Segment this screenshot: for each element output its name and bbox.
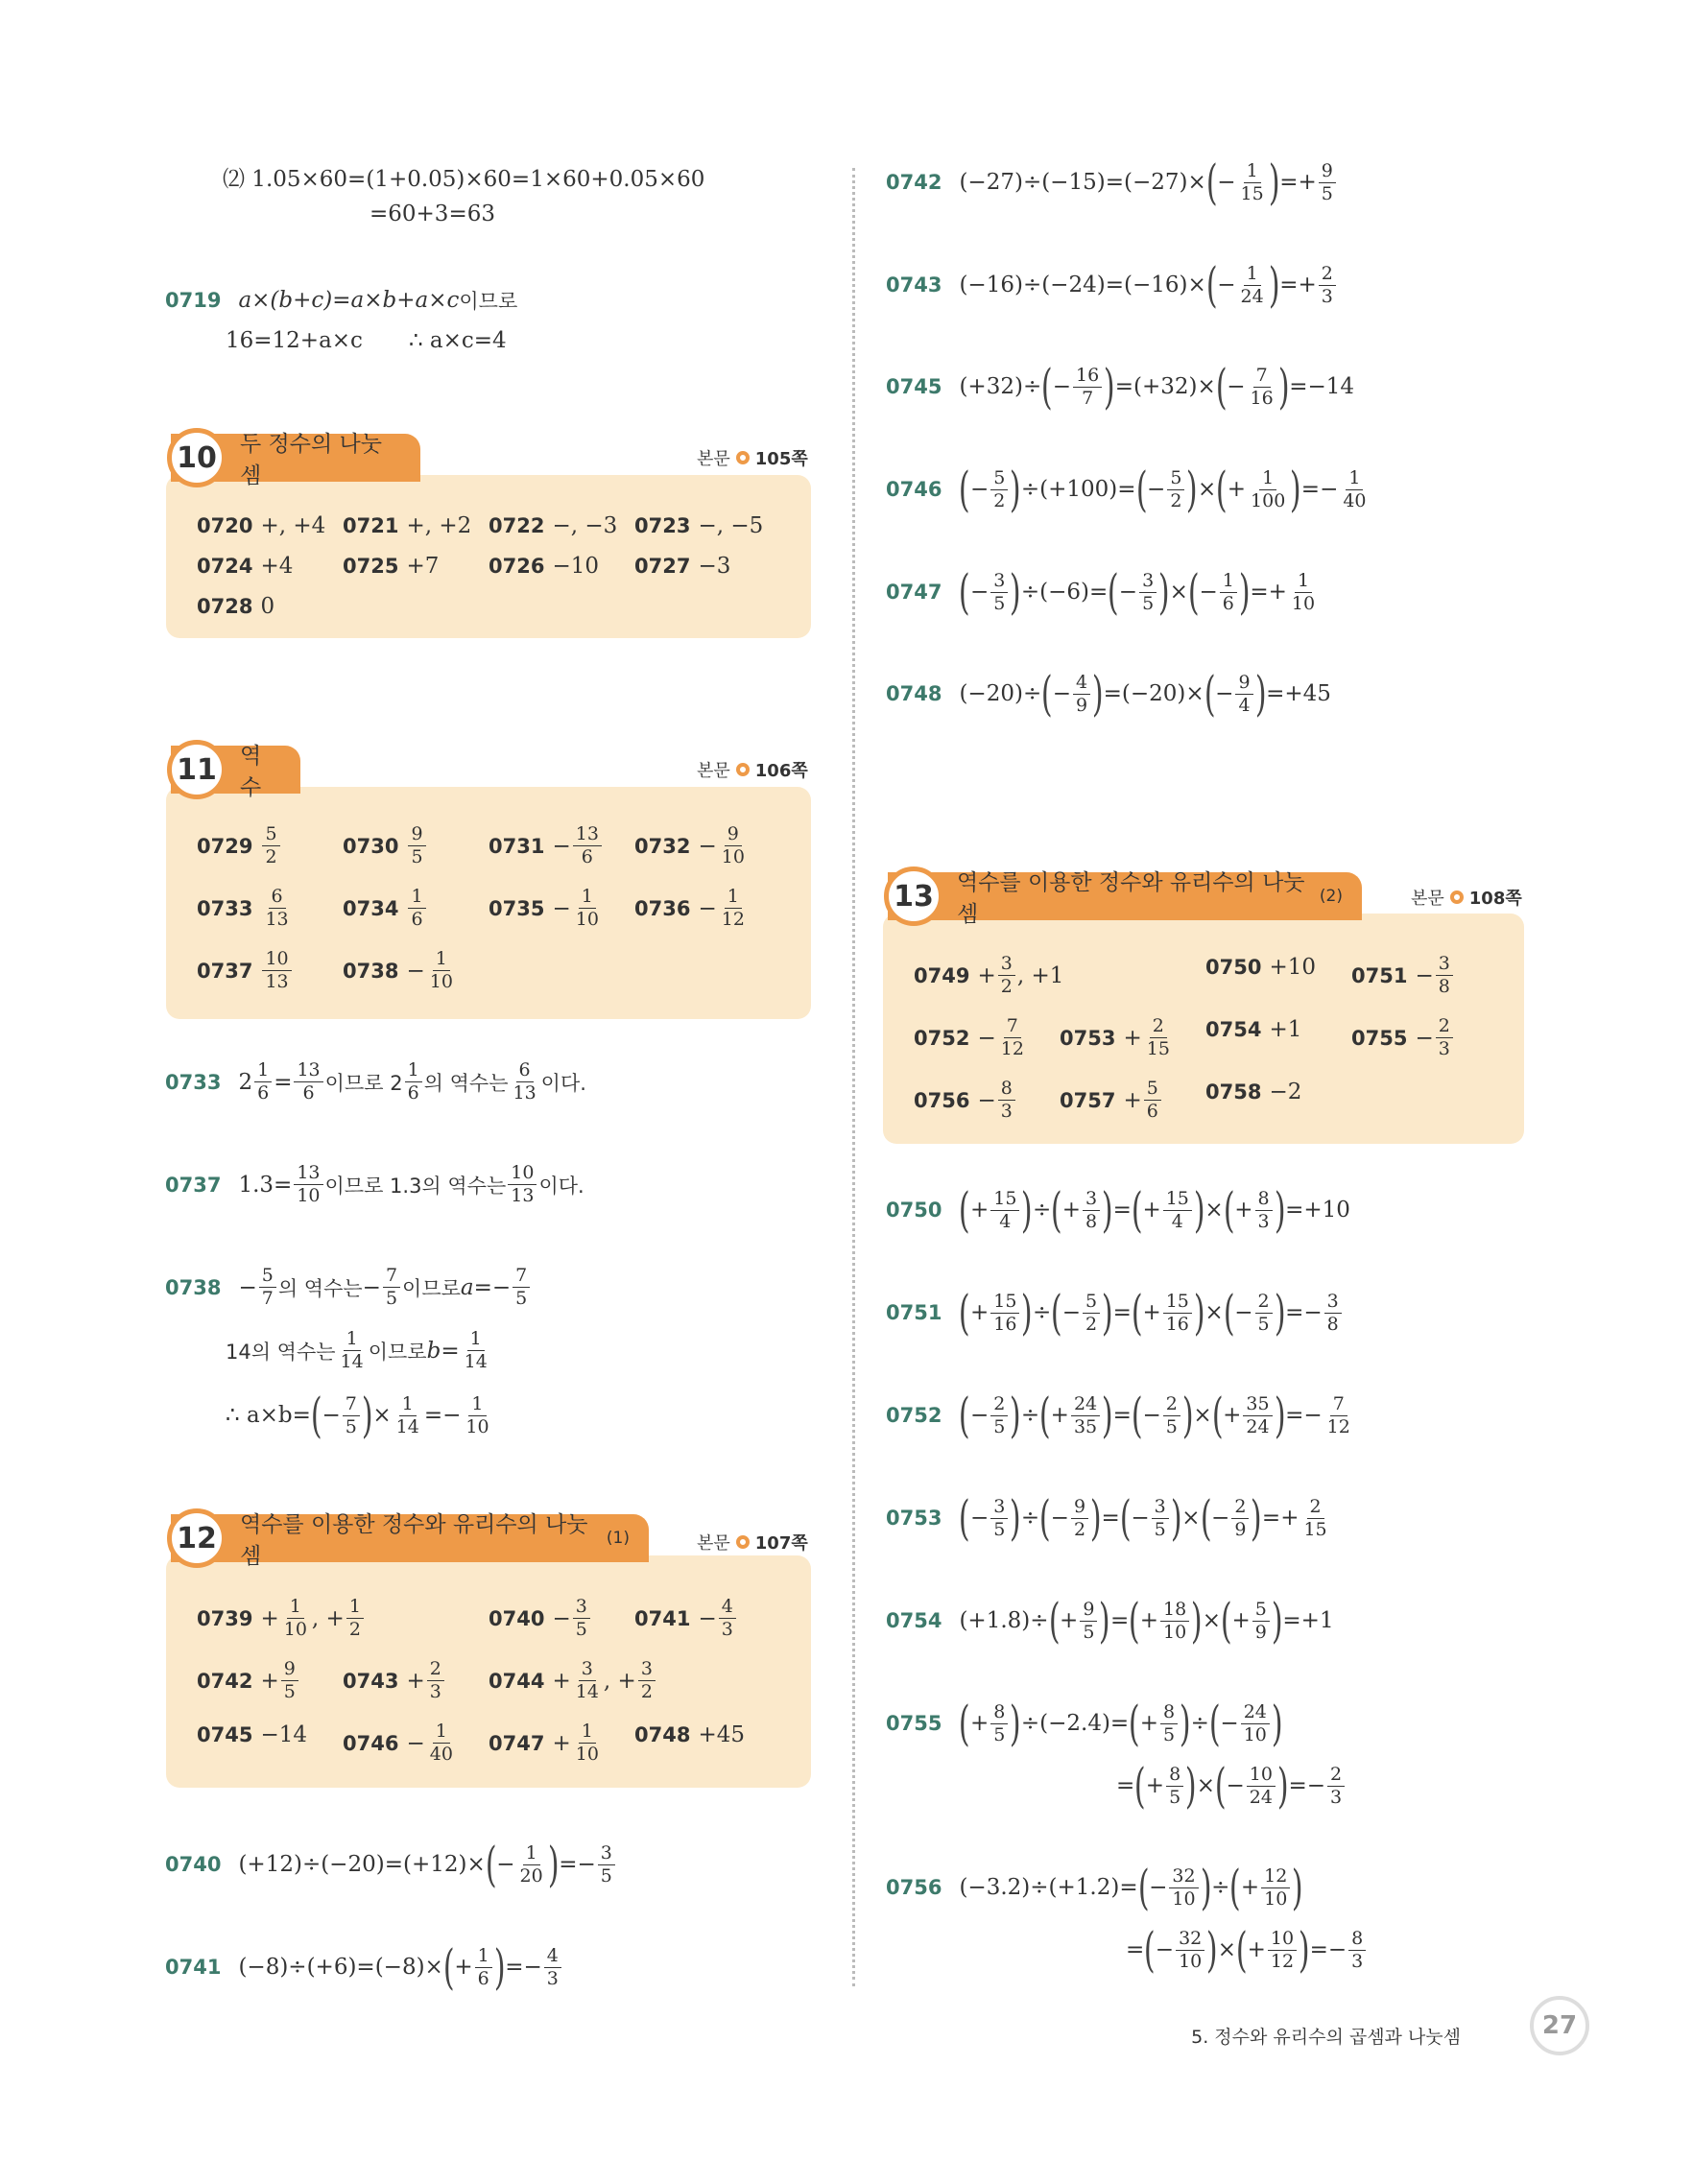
- answer-item: 0753 + $\frac{2}{15}$: [1060, 1015, 1170, 1059]
- fraction: [719, 888, 748, 929]
- badge-text: 10: [177, 440, 217, 475]
- answer-id: 0729: [197, 834, 253, 858]
- answer-item: [634, 554, 730, 579]
- answer-id: 0720: [197, 514, 253, 537]
- section-badge-11: [167, 740, 227, 799]
- fraction: [573, 825, 602, 866]
- answer-id: 0735: [489, 896, 545, 920]
- answer-item: [197, 594, 274, 619]
- answer-id: 0734: [343, 896, 399, 920]
- answer-item: [343, 888, 428, 929]
- solution-line: [226, 328, 507, 353]
- math-text: =: [274, 1069, 293, 1095]
- answer-item: 0744 + $\frac{3}{14}$ , + $\frac{3}{2}$: [489, 1660, 657, 1701]
- answer-item: [197, 950, 294, 991]
- answer-value: −3: [698, 554, 731, 579]
- answer-id: 0721: [343, 514, 399, 537]
- answer-item: 0741 − $\frac{4}{3}$: [634, 1598, 738, 1639]
- answer-id: 0746: [343, 1731, 399, 1755]
- sign: −: [552, 895, 571, 921]
- badge-text: 12: [177, 1521, 217, 1555]
- fraction: [719, 825, 748, 866]
- section-subtitle: (1): [606, 1529, 630, 1548]
- answer-item: 0740 − $\frac{3}{5}$: [489, 1598, 592, 1639]
- solution-0733: 0733 2 $\frac{1}{6}$ = $\frac{13}{6}$ 이므로 2 $\frac{1}{6}$ 의 역수는 $\frac{6}{13}$ 이다.: [165, 1059, 586, 1104]
- answer-item: [634, 513, 763, 538]
- korean-text: 이므로: [459, 290, 518, 313]
- answer-item: [343, 513, 471, 538]
- korean-text: 이므로 1.3의 역수는: [324, 1174, 507, 1198]
- ref-label: 본문: [697, 761, 730, 781]
- math-text: a×(b+c)=a×b+a×c: [238, 288, 460, 313]
- textbook-reference: [697, 445, 808, 470]
- answer-item: [197, 888, 294, 929]
- answer-id: 0749: [914, 963, 970, 987]
- numerator: 1: [408, 888, 425, 909]
- answer-id: 0738: [343, 959, 399, 983]
- answer-item: [489, 825, 604, 866]
- korean-text: 이다.: [540, 1071, 586, 1095]
- solution-0719: [165, 286, 517, 315]
- answer-value: −, −3: [552, 513, 618, 538]
- solution-0752: 0752 ( − $\frac{2}{5}$ ) ÷ ( + $\frac{24}{35}$ ) = ( − $\frac{2}{5}$ ) × ( + $\frac{35}{24}$ ) =− $\frac{7}{12}$: [886, 1388, 1350, 1443]
- badge-text: 13: [894, 879, 934, 914]
- numerator: 13: [573, 825, 602, 846]
- answer-value: −14: [260, 1722, 307, 1747]
- answer-id: 0736: [634, 896, 691, 920]
- korean-text: 의 역수는: [277, 1276, 363, 1300]
- solution-0751: 0751 ( + $\frac{15}{16}$ ) ÷ ( − $\frac{5}{2}$ ) = ( + $\frac{15}{16}$ ) × ( − $\frac{2}{5}$ ) =− $\frac{3}{8}$: [886, 1289, 1344, 1337]
- solution-0740: 0740 (+12)÷(−20)=(+12)× ( − $\frac{1}{20}$ ) =− $\frac{3}{5}$: [165, 1840, 617, 1888]
- answer-id: 0742: [197, 1669, 253, 1693]
- answer-id: 0723: [634, 514, 691, 537]
- solution-0746: 0746 ( − $\frac{5}{2}$ ) ÷(+100)= ( − $\frac{5}{2}$ ) × ( + $\frac{1}{100}$ ) =− $\frac{1}{40}$: [886, 462, 1367, 517]
- section-badge-10: [167, 428, 227, 487]
- section-title: 두 정수의 나눗셈: [240, 432, 382, 488]
- problem-number: 0743: [886, 273, 942, 297]
- section-badge-12: [167, 1508, 227, 1568]
- section-title: 역수를 이용한 정수와 유리수의 나눗셈: [240, 1512, 588, 1569]
- numerator: 6: [269, 888, 286, 909]
- numerator: 1: [725, 888, 742, 909]
- answer-item: [634, 1722, 745, 1747]
- problem-number: 0742: [886, 171, 942, 194]
- korean-text: 의 역수는: [423, 1071, 509, 1095]
- korean-text: 14의 역수는: [226, 1340, 336, 1364]
- problem-number: 0746: [886, 478, 942, 501]
- denominator: 10: [429, 971, 453, 992]
- answer-item: 0747 + $\frac{1}{10}$: [489, 1721, 599, 1765]
- problem-number: 0748: [886, 682, 942, 705]
- ref-page: 106쪽: [754, 761, 808, 781]
- korean-text: 이므로 2: [324, 1071, 403, 1095]
- math-text: =60+3=63: [370, 202, 495, 226]
- solution-0741: 0741 (−8)÷(+6)=(−8)× ( + $\frac{1}{6}$ ) =− $\frac{4}{3}$: [165, 1943, 563, 1991]
- korean-text: 이므로: [368, 1340, 427, 1364]
- solution-0748: 0748 (−20)÷ ( − $\frac{4}{9}$ ) =(−20)× ( − $\frac{9}{4}$ ) =+45: [886, 666, 1331, 722]
- answer-id: 0745: [197, 1723, 253, 1746]
- math-text: 16=12+a×c: [226, 328, 363, 353]
- answer-value: +10: [1269, 955, 1316, 980]
- math-text: 1.3=: [238, 1172, 293, 1198]
- numerator: 5: [262, 825, 279, 846]
- circle-arrow-icon: [1450, 890, 1464, 904]
- answer-id: 0733: [197, 896, 253, 920]
- section-subtitle: (2): [1319, 887, 1343, 906]
- answer-item: [197, 554, 293, 579]
- answer-id: 0747: [489, 1731, 545, 1755]
- sign: −: [698, 833, 717, 859]
- denominator: 10: [721, 846, 745, 867]
- answer-id: 0731: [489, 834, 545, 858]
- solution-0742: 0742 (−27)÷(−15)=(−27)× ( − $\frac{1}{15}$ ) =+ $\frac{9}{5}$: [886, 158, 1338, 206]
- ref-page: 108쪽: [1468, 889, 1522, 909]
- solution-0754: 0754 (+1.8)÷ ( + $\frac{9}{5}$ ) = ( + $\frac{18}{10}$ ) × ( + $\frac{5}{9}$ ) =+1: [886, 1593, 1334, 1649]
- ref-label: 본문: [1411, 889, 1444, 909]
- answer-id: 0732: [634, 834, 691, 858]
- solution-0743: 0743 (−16)÷(−24)=(−16)× ( − $\frac{1}{24}$ ) =+ $\frac{2}{3}$: [886, 261, 1338, 309]
- korean-text: 이다.: [538, 1174, 584, 1198]
- ref-page: 107쪽: [754, 1533, 808, 1554]
- section-title: 역수를 이용한 정수와 유리수의 나눗셈: [957, 870, 1305, 927]
- answer-id: 0740: [489, 1606, 545, 1630]
- solution-0755: 0755 ( + $\frac{8}{5}$ ) ÷(−2.4)= ( + $\frac{8}{5}$ ) ÷ ( − $\frac{24}{10}$ ): [886, 1696, 1283, 1751]
- answer-id: 0750: [1205, 956, 1262, 979]
- problem-number: 0740: [165, 1853, 222, 1876]
- answer-value: −, −5: [698, 513, 764, 538]
- problem-number: 0756: [886, 1876, 942, 1899]
- page-number: [1530, 1996, 1589, 2055]
- answer-item: 0755 − $\frac{2}{3}$: [1351, 1017, 1455, 1058]
- problem-number: 0751: [886, 1301, 942, 1324]
- problem-number: 0733: [165, 1070, 222, 1094]
- numerator: 1: [433, 950, 450, 971]
- answer-item: [197, 513, 325, 538]
- column-divider: [852, 168, 855, 1986]
- circle-arrow-icon: [736, 763, 750, 776]
- solution-line: ∴ a×b= ( − $\frac{7}{5}$ ) × $\frac{1}{14}$ =− $\frac{1}{10}$: [226, 1388, 489, 1443]
- answer-item: [343, 950, 458, 991]
- answer-item: 0752 − $\frac{7}{12}$: [914, 1015, 1024, 1059]
- ref-page: 105쪽: [754, 449, 808, 469]
- denominator: 6: [581, 846, 593, 867]
- answer-value: −2: [1269, 1080, 1302, 1104]
- answer-item: [1205, 1080, 1301, 1104]
- problem-number: 0737: [165, 1173, 222, 1197]
- fraction: [408, 825, 425, 866]
- section-title: 역수: [240, 744, 262, 800]
- answer-id: 0757: [1060, 1088, 1116, 1112]
- math-text: ∴ a×b=: [226, 1403, 311, 1428]
- answer-item: [343, 554, 439, 579]
- denominator: 13: [265, 971, 289, 992]
- answer-id: 0748: [634, 1723, 691, 1746]
- problem-number: 0753: [886, 1507, 942, 1530]
- answer-id: 0728: [197, 595, 253, 618]
- numerator: 9: [408, 825, 425, 846]
- answer-id: 0741: [634, 1606, 691, 1630]
- sign: −: [552, 833, 571, 859]
- answer-item: 0746 − $\frac{1}{40}$: [343, 1721, 453, 1765]
- ref-label: 본문: [697, 449, 730, 469]
- solution-0756: 0756 (−3.2)÷(+1.2)= ( − $\frac{32}{10}$ ) ÷ ( + $\frac{12}{10}$ ): [886, 1860, 1303, 1915]
- math-text: ⑵ 1.05×60=(1+0.05)×60=1×60+0.05×60: [223, 167, 705, 192]
- denominator: 6: [411, 909, 423, 930]
- circle-arrow-icon: [736, 1535, 750, 1549]
- denominator: 13: [265, 909, 289, 930]
- answer-id: 0727: [634, 555, 691, 578]
- problem-number: 0754: [886, 1609, 942, 1632]
- problem-number: 0755: [886, 1712, 942, 1735]
- sign: −: [698, 895, 717, 921]
- answer-id: 0730: [343, 834, 399, 858]
- answer-item: 0757 + $\frac{5}{6}$: [1060, 1080, 1163, 1121]
- problem-number: 0750: [886, 1199, 942, 1222]
- answer-value: +, +2: [406, 513, 472, 538]
- answer-id: 0725: [343, 555, 399, 578]
- answer-item: [197, 1722, 307, 1747]
- answer-value: +, +4: [260, 513, 326, 538]
- solution-0750: 0750 ( + $\frac{15}{4}$ ) ÷ ( + $\frac{3}{8}$ ) = ( + $\frac{15}{4}$ ) × ( + $\frac{8}{3}$ ) =+10: [886, 1182, 1350, 1238]
- answer-item: [197, 825, 282, 866]
- answer-item: [634, 888, 750, 929]
- circle-arrow-icon: [736, 451, 750, 464]
- section-badge-13: [884, 866, 943, 926]
- answer-value: +7: [406, 554, 440, 579]
- answer-item: 0739 + $\frac{1}{10}$ , + $\frac{1}{2}$: [197, 1598, 366, 1639]
- page-number-text: 27: [1541, 2011, 1578, 2040]
- section-title-12: [171, 1512, 649, 1569]
- answer-id: 0758: [1205, 1080, 1262, 1104]
- answer-id: 0755: [1351, 1026, 1408, 1050]
- solution-line: [370, 202, 495, 226]
- answer-id: 0751: [1351, 963, 1408, 987]
- answer-item: [489, 888, 604, 929]
- fraction: [573, 888, 602, 929]
- answer-value: +4: [260, 554, 294, 579]
- answer-item: 0743 + $\frac{2}{3}$: [343, 1660, 446, 1701]
- solution-0747: 0747 ( − $\frac{3}{5}$ ) ÷(−6)= ( − $\frac{3}{5}$ ) × ( − $\frac{1}{6}$ ) =+ $\frac{1}{10}$: [886, 564, 1316, 620]
- answer-id: 0737: [197, 959, 253, 983]
- ref-label: 본문: [697, 1533, 730, 1554]
- answer-item: 0756 − $\frac{8}{3}$: [914, 1080, 1017, 1121]
- problem-number: 0741: [165, 1956, 222, 1979]
- solution-0753: 0753 ( − $\frac{3}{5}$ ) ÷ ( − $\frac{9}{2}$ ) = ( − $\frac{3}{5}$ ) × ( − $\frac{2}{9}$ ) =+ $\frac{2}{15}$: [886, 1490, 1327, 1546]
- answer-value: 0: [260, 594, 275, 619]
- chapter-footer: 5. 정수와 유리수의 곱셈과 나눗셈: [1191, 2027, 1461, 2048]
- solution-0745: 0745 (+32)÷ ( − $\frac{16}{7}$ ) =(+32)× ( − $\frac{7}{16}$ ) =−14: [886, 359, 1355, 415]
- textbook-reference: [697, 757, 808, 782]
- textbook-reference: [697, 1530, 808, 1555]
- answer-item: [634, 825, 750, 866]
- numerator: 9: [725, 825, 742, 846]
- solution-line: 14의 역수는 $\frac{1}{14}$ 이므로 b = $\frac{1}{14}$: [226, 1328, 488, 1372]
- answer-id: 0726: [489, 555, 545, 578]
- denominator: 2: [265, 846, 277, 867]
- solution-line: [223, 161, 704, 193]
- numerator: 10: [262, 950, 291, 971]
- math-text: ∴ a×c=4: [408, 328, 507, 353]
- fraction: [427, 950, 456, 991]
- answer-item: [1205, 955, 1316, 980]
- badge-text: 11: [177, 752, 217, 787]
- solution-line: = ( + $\frac{8}{5}$ ) × ( − $\frac{10}{24}$ ) =− $\frac{2}{3}$: [1116, 1762, 1347, 1810]
- solution-0737: 0737 1.3= $\frac{13}{10}$ 이므로 1.3의 역수는 $\frac{10}{13}$ 이다.: [165, 1162, 584, 1206]
- answer-id: 0722: [489, 514, 545, 537]
- problem-number: 0745: [886, 375, 942, 398]
- answer-value: +1: [1269, 1017, 1302, 1042]
- answer-item: 0751 − $\frac{3}{8}$: [1351, 955, 1455, 996]
- fraction: [262, 950, 291, 991]
- answer-item: [343, 825, 428, 866]
- math-text: 2: [238, 1069, 253, 1095]
- problem-number: 0719: [165, 289, 222, 312]
- answer-id: 0743: [343, 1669, 399, 1693]
- solution-line: = ( − $\frac{32}{10}$ ) × ( + $\frac{10}{12}$ ) =− $\frac{8}{3}$: [1126, 1926, 1368, 1974]
- fraction: [262, 888, 291, 929]
- answer-value: −10: [552, 554, 599, 579]
- denominator: 5: [411, 846, 423, 867]
- fraction: [262, 825, 279, 866]
- korean-text: 이므로: [402, 1276, 461, 1300]
- answer-item: [489, 554, 599, 579]
- answer-id: 0744: [489, 1669, 545, 1693]
- answer-id: 0724: [197, 555, 253, 578]
- answer-value: +45: [698, 1722, 745, 1747]
- answer-item: 0749 + $\frac{3}{2}$ , +1: [914, 953, 1064, 997]
- problem-number: 0747: [886, 581, 942, 604]
- denominator: 10: [575, 909, 599, 930]
- problem-number: 0752: [886, 1404, 942, 1427]
- answer-id: 0753: [1060, 1026, 1116, 1050]
- answer-id: 0752: [914, 1026, 970, 1050]
- answer-id: 0756: [914, 1088, 970, 1112]
- answer-item: 0742 + $\frac{9}{5}$: [197, 1660, 300, 1701]
- answer-item: [1205, 1017, 1301, 1042]
- textbook-reference: [1411, 885, 1522, 910]
- solution-0738: 0738 − $\frac{5}{7}$ 의 역수는 − $\frac{7}{5}$ 이므로 a =− $\frac{7}{5}$: [165, 1267, 532, 1308]
- answer-id: 0754: [1205, 1018, 1262, 1041]
- sign: −: [406, 958, 425, 984]
- denominator: 12: [721, 909, 745, 930]
- answer-item: [489, 513, 617, 538]
- fraction: [408, 888, 425, 929]
- section-title-13: [888, 870, 1362, 927]
- answer-id: 0739: [197, 1606, 253, 1630]
- numerator: 1: [579, 888, 596, 909]
